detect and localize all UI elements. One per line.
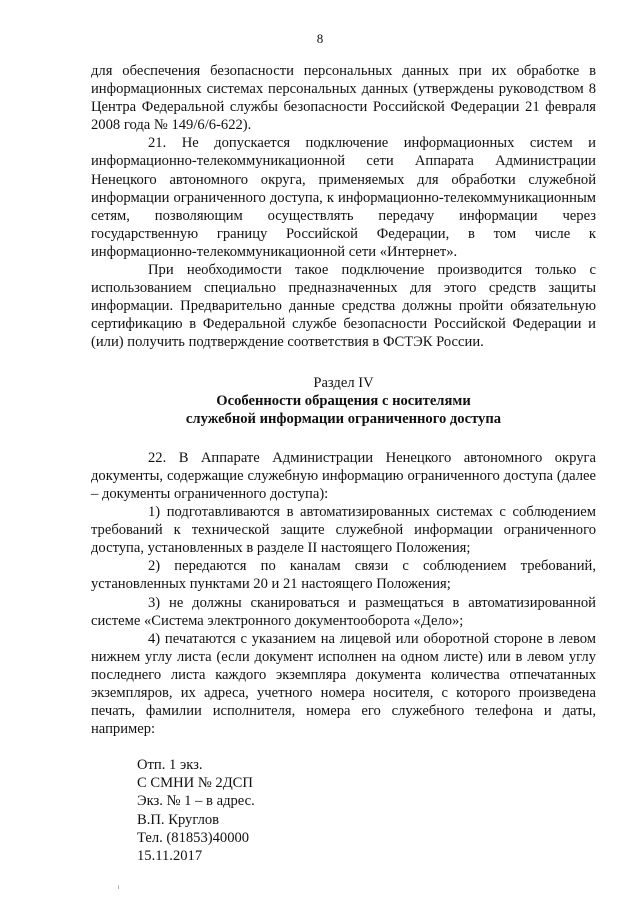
- example-media-line: С СМНИ № 2ДСП: [137, 775, 253, 792]
- page-number: 8: [316, 31, 324, 46]
- section-header: [91, 374, 596, 428]
- list-item-4: 4) печатаются с указанием на лицевой или оборотной стороне в левом нижнем углу листа (если документ исполнен на одном листе) или в левом углу последнего листа каждого экземпляра документа количества отпечатанных экземпляров, их адреса, учетного номера носителя, с которого произведена печать, фамилии исполнителя, номера его служебного телефона и даты, например:: [91, 630, 596, 738]
- paragraph-item-22: 22. В Аппарате Администрации Ненецкого автономного округа документы, содержащие служебную информацию ограниченного доступа (далее – документы ограниченного доступа):: [91, 449, 596, 502]
- scan-mark: [118, 885, 119, 889]
- section-number: Раздел IV: [313, 374, 374, 391]
- example-date-line: 15.11.2017: [137, 847, 203, 864]
- example-stamp-block: [137, 756, 596, 865]
- paragraph-continuation: для обеспечения безопасности персональных данных при их обработке в информационных системах персональных данных (утверждены руководством 8 Центра Федеральной службы безопасности Российской Федерации 21 февраля 2008 года № 149/6/6-622).: [91, 63, 596, 134]
- paragraph-connection-note: При необходимости такое подключение производится только с использованием специально предназначенных для этого средств защиты информации. Предварительно данные средства должны пройти обязательную сертификацию в Федеральной службе безопасности Российской Федерации и (или) получить подтверждение соответствия в ФСТЭК России.: [91, 262, 596, 351]
- example-phone-line: Тел. (81853)40000: [137, 829, 250, 846]
- example-copies-line: Отп. 1 экз.: [137, 757, 203, 774]
- document-body: [91, 62, 596, 865]
- section-title-line-1: Особенности обращения с носителями: [216, 392, 471, 409]
- spacer: [91, 428, 596, 449]
- paragraph-item-21: 21. Не допускается подключение информационных систем и информационно-телекоммуникационной сети Аппарата Администрации Ненецкого автономного округа, применяемых для обработки служебной информации ограниченного доступа, к информационно-телекоммуникационным сетям, позволяющим осуществлять передачу информации через государственную границу Российской Федерации, в том числе к информационно-телекоммуникационной сети «Интернет».: [91, 135, 596, 260]
- list-item-3: 3) не должны сканироваться и размещаться в автоматизированной системе «Система электронного документооборота «Дело»;: [91, 594, 596, 629]
- list-item-2: 2) передаются по каналам связи с соблюдением требований, установленных пунктами 20 и 21 настоящего Положения;: [91, 558, 596, 593]
- list-item-1: 1) подготавливаются в автоматизированных системах с соблюдением требований к технической защите служебной информации ограниченного доступа, установленных в разделе II настоящего Положения;: [91, 504, 596, 557]
- example-address-line: Экз. № 1 – в адрес.: [137, 793, 255, 810]
- example-executor-line: В.П. Круглов: [137, 811, 220, 828]
- section-title-line-2: служебной информации ограниченного доступа: [185, 410, 502, 427]
